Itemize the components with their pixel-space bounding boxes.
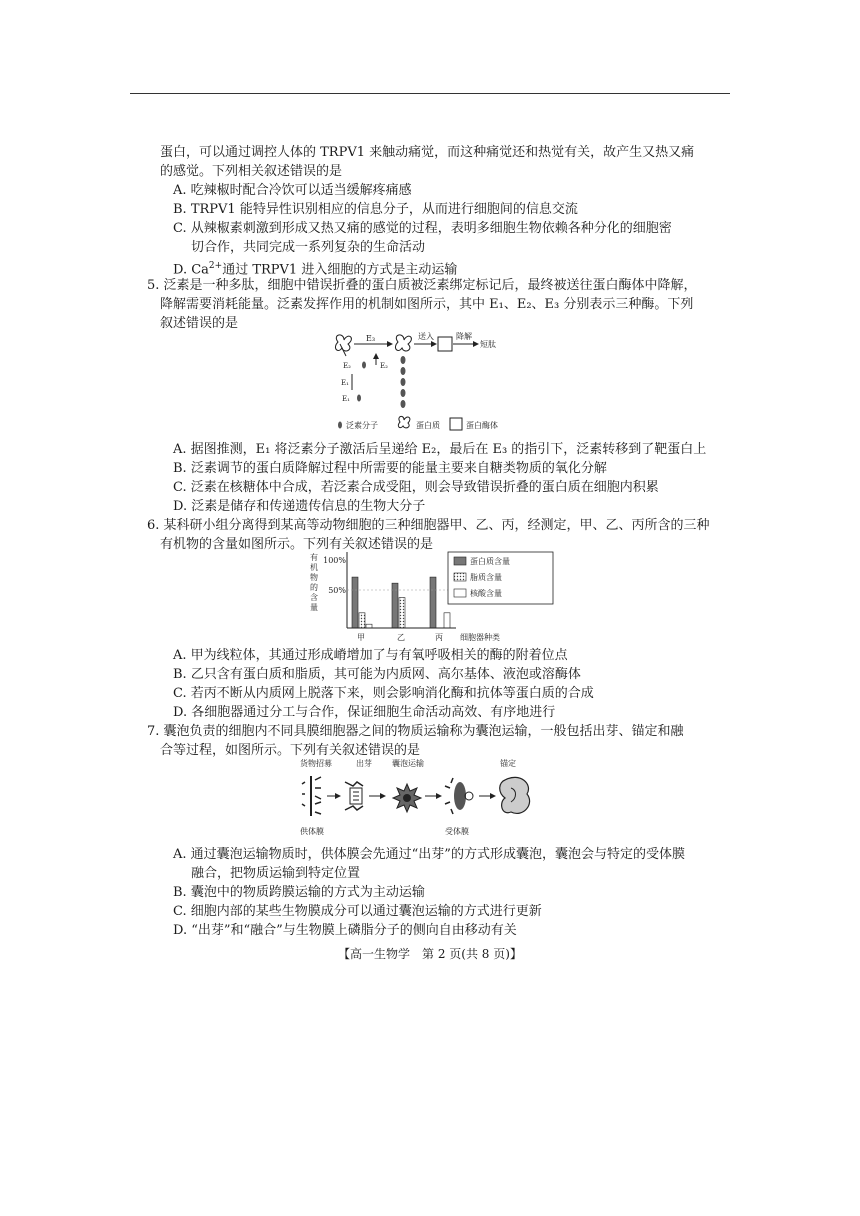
y-axis-label-4: 的 <box>310 583 318 592</box>
legend-ubiquitin: 泛素分子 <box>346 421 378 430</box>
q6-option-b: B. 乙只含有蛋白质和脂质，其可能为内质网、高尔基体、液泡或溶酶体 <box>173 667 581 682</box>
label-e2b: E₂ <box>380 362 388 370</box>
q7-options <box>160 845 685 940</box>
bar-lipid-2 <box>399 598 405 628</box>
ubiquitin-mechanism-figure <box>330 330 560 434</box>
label-degrade: 降解 <box>456 332 472 341</box>
bars-group <box>352 577 450 628</box>
label-e3: E₃ <box>366 334 376 343</box>
q6-option-c: C. 若丙不断从内质网上脱落下来，则会影响消化酶和抗体等蛋白质的合成 <box>173 686 594 701</box>
x-tick-bing: 丙 <box>435 633 443 642</box>
legend-ubiquitin-icon <box>338 422 342 429</box>
q7-option-d: D. “出芽”和“融合”与生物膜上磷脂分子的侧向自由移动有关 <box>173 923 517 938</box>
q4-option-d <box>160 257 694 276</box>
label-send-in: 送入 <box>418 332 434 341</box>
q6-stem-line-2: 有机物的含量如图所示。下列有关叙述错误的是 <box>160 537 434 552</box>
label-e2a: E₂ <box>343 362 351 370</box>
q6-option-d: D. 各细胞器通过分工与合作，保证细胞生命活动高效、有序地进行 <box>173 705 556 720</box>
q6-options <box>160 646 594 722</box>
budding-icon <box>345 782 363 810</box>
ubiquitin-e2 <box>362 362 366 369</box>
label-cargo-recruit: 货物招募 <box>300 759 332 768</box>
q5-option-a: A. 据图推测，E₁ 将泛素分子激活后呈递给 E₂，最后在 E₃ 的指引下，泛素转移到了靶蛋白上 <box>173 442 707 457</box>
proteasome-box <box>438 337 452 351</box>
q4-option-c: C. 从辣椒素刺激到形成又热又痛的感觉的过程，表明多细胞生物依赖各种分化的细胞密 <box>173 221 672 236</box>
bar-protein-3 <box>430 577 436 628</box>
q7-option-c: C. 细胞内部的某些生物膜成分可以通过囊泡运输的方式进行更新 <box>173 904 542 919</box>
anchored-organelle-icon <box>500 777 530 813</box>
legend-protein-swatch <box>454 557 466 565</box>
q4-option-d-sup: 2+ <box>208 261 223 271</box>
question-4 <box>160 143 694 276</box>
q7-option-b: B. 囊泡中的物质跨膜运输的方式为主动运输 <box>173 885 425 900</box>
organelle-content-chart <box>300 548 560 646</box>
x-tick-yi: 乙 <box>397 633 405 642</box>
q6-stem-line-1: 6. 某科研小组分离得到某高等动物细胞的三种细胞器甲、乙、丙，经测定，甲、乙、丙所含的三种 <box>147 518 710 533</box>
x-tick-jia: 甲 <box>357 633 365 642</box>
label-vesicle-transport: 囊泡运输 <box>392 759 424 768</box>
q4-option-c-cont: 切合作，共同完成一系列复杂的生命活动 <box>191 240 426 255</box>
q4-option-a: A. 吃辣椒时配合冷饮可以适当缓解疼痛感 <box>173 183 412 198</box>
y-tick-100: 100% <box>323 556 346 565</box>
y-axis-label-1: 有 <box>310 553 318 562</box>
legend-nucleic-label: 核酸含量 <box>470 589 502 598</box>
q4-option-b: B. TRPV1 能特异性识别相应的信息分子，从而进行细胞间的信息交流 <box>173 202 578 217</box>
label-short-peptide: 短肽 <box>480 340 496 349</box>
y-axis-label-3: 物 <box>310 573 318 582</box>
ubiquitin-chain <box>401 356 406 408</box>
legend-nucleic-swatch <box>454 589 466 597</box>
question-5 <box>147 276 697 333</box>
q4-option-d-post: 通过 TRPV1 进入细胞的方式是主动运输 <box>222 262 458 278</box>
bar-lipid-1 <box>359 613 365 628</box>
label-acceptor-membrane: 受体膜 <box>445 827 469 836</box>
label-donor-membrane: 供体膜 <box>300 827 324 836</box>
y-tick-50: 50% <box>328 586 346 595</box>
y-axis-label-6: 量 <box>310 603 318 612</box>
q7-stem-line-2: 合等过程，如图所示。下列有关叙述错误的是 <box>160 743 421 758</box>
vesicle-icon <box>393 784 421 812</box>
q5-stem-line-3: 叙述错误的是 <box>160 316 239 331</box>
protein-icon-right <box>395 335 411 351</box>
q5-option-c: C. 泛素在核糖体中合成，若泛素合成受阻，则会导致错误折叠的蛋白质在细胞内积累 <box>173 480 659 495</box>
bar-nucleic-1 <box>366 624 372 628</box>
q5-option-d: D. 泛素是储存和传递遗传信息的生物大分子 <box>173 499 426 514</box>
donor-membrane-icon <box>302 776 321 816</box>
legend-proteasome-icon <box>450 418 462 430</box>
q7-option-a: A. 通过囊泡运输物质时，供体膜会先通过“出芽”的方式形成囊泡，囊泡会与特定的受体膜 <box>173 847 685 862</box>
page-footer: 【高一生物学 第 2 页(共 8 页)】 <box>338 947 522 961</box>
q5-stem-line-2: 降解需要消耗能量。泛素发挥作用的机制如图所示，其中 E₁、E₂、E₃ 分别表示三种酶。下列 <box>160 297 694 312</box>
q7-stem-line-1: 7. 囊泡负责的细胞内不同具膜细胞器之间的物质运输称为囊泡运输，一般包括出芽、锚定和融 <box>147 724 684 739</box>
ubiquitin-e1 <box>357 395 361 402</box>
bar-protein-1 <box>352 577 358 628</box>
label-e1a: E₁ <box>341 379 349 387</box>
vesicle-transport-figure <box>295 758 545 840</box>
header-rule <box>130 93 730 94</box>
legend-protein-label: 蛋白质含量 <box>470 557 510 566</box>
question-7 <box>147 722 684 760</box>
legend-lipid-label: 脂质含量 <box>470 573 502 582</box>
legend-protein: 蛋白质 <box>416 421 440 430</box>
q6-option-a: A. 甲为线粒体，其通过形成嵴增加了与有氧呼吸相关的酶的附着位点 <box>173 648 568 663</box>
q4-stem-line-2: 的感觉。下列相关叙述错误的是 <box>160 164 343 179</box>
label-budding: 出芽 <box>356 759 372 768</box>
y-axis-label-2: 机 <box>310 563 318 572</box>
y-axis-label-5: 含 <box>310 593 318 602</box>
bar-nucleic-3 <box>444 613 450 628</box>
q4-option-d-pre: D. Ca <box>173 262 209 278</box>
legend-lipid-swatch <box>454 573 466 581</box>
acceptor-membrane-icon <box>445 778 473 814</box>
q5-options <box>160 440 706 516</box>
legend-proteasome: 蛋白酶体 <box>466 421 498 430</box>
protein-icon-left <box>335 335 351 356</box>
q5-option-b: B. 泛素调节的蛋白质降解过程中所需要的能量主要来自糖类物质的氧化分解 <box>173 461 607 476</box>
q5-stem-line-1: 5. 泛素是一种多肽，细胞中错误折叠的蛋白质被泛素绑定标记后，最终被送往蛋白酶体中降解， <box>147 278 697 293</box>
x-axis-label: 细胞器种类 <box>460 633 500 642</box>
legend-protein-icon <box>398 416 410 428</box>
q4-stem-line-1: 蛋白，可以通过调控人体的 TRPV1 来触动痛觉，而这种痛觉还和热觉有关，故产生又热又痛 <box>160 145 695 160</box>
label-anchoring: 锚定 <box>500 759 516 768</box>
q7-option-a-cont: 融合，把物质运输到特定位置 <box>191 866 361 881</box>
label-e1b: E₁ <box>342 395 350 403</box>
